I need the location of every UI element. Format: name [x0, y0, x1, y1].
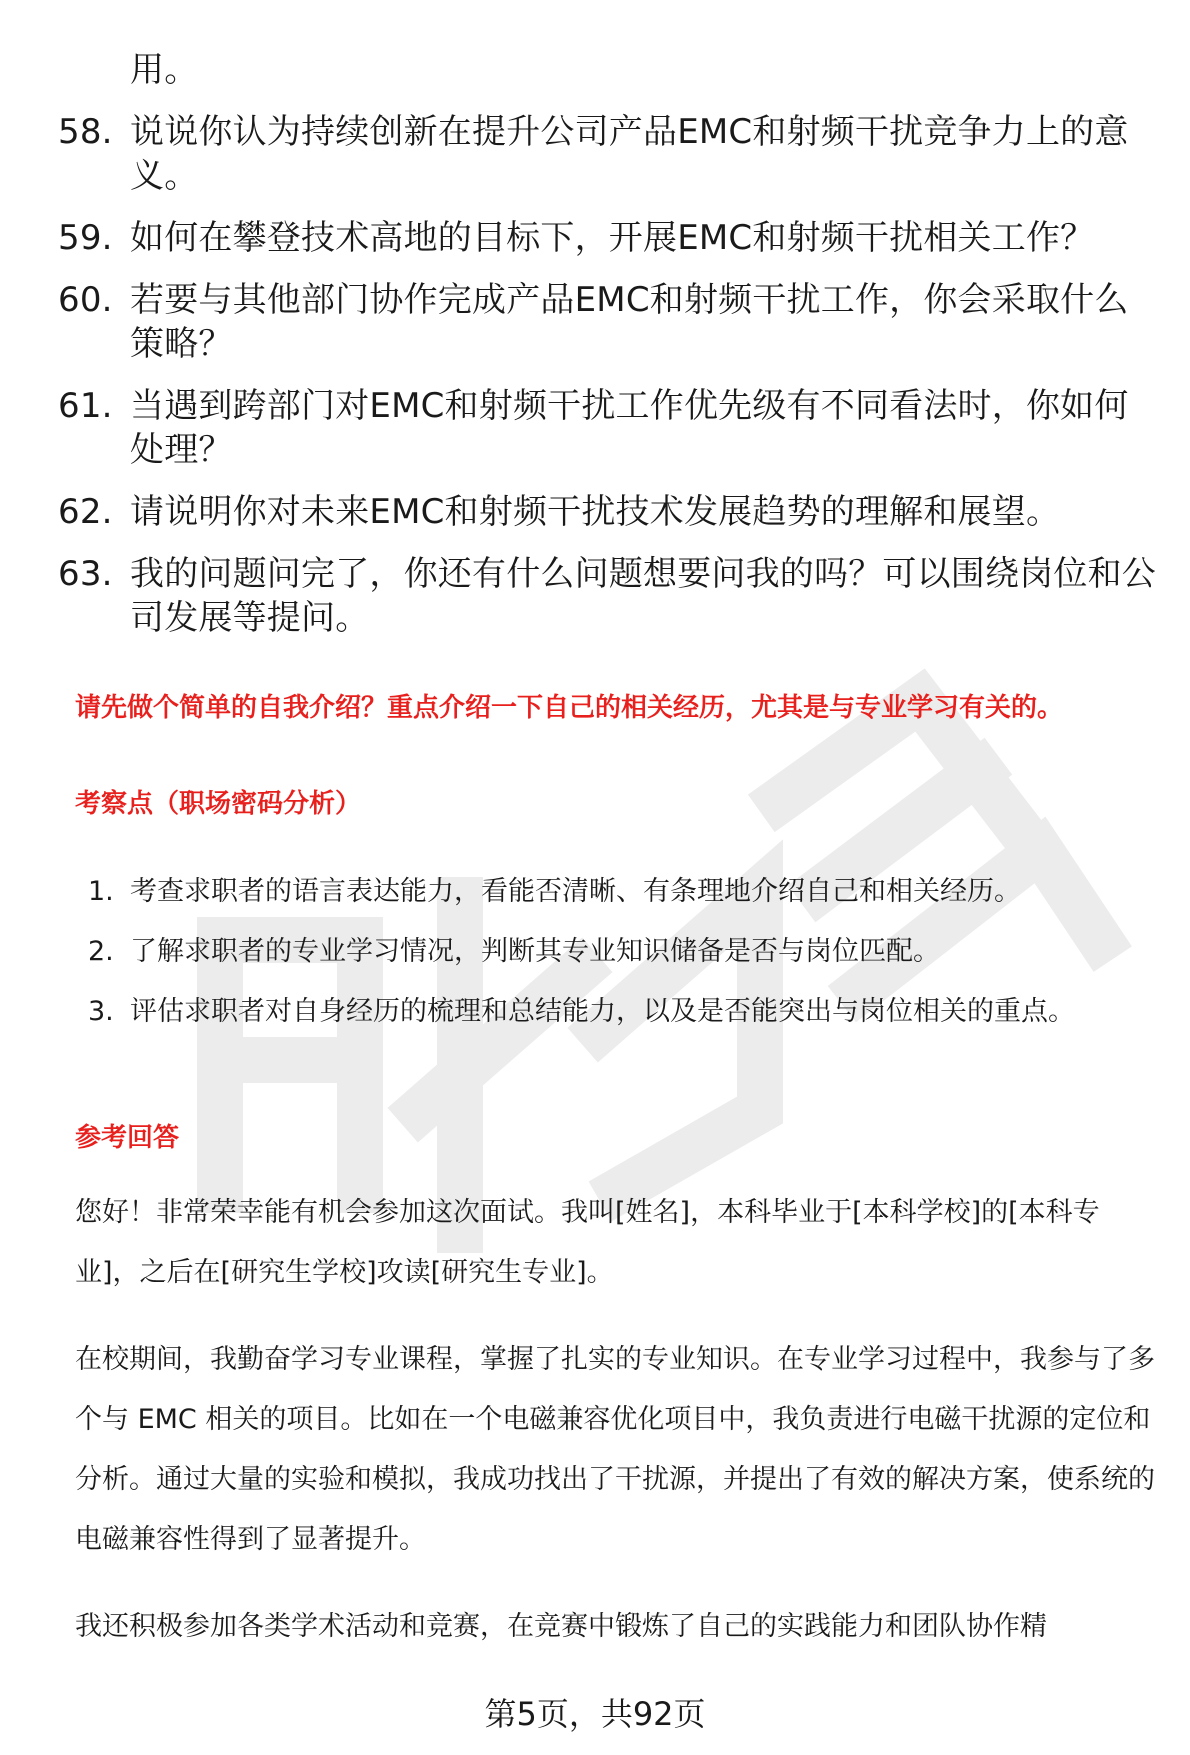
question-number: 61. [58, 386, 113, 426]
question-number: 60. [58, 280, 113, 320]
analysis-text: 考查求职者的语言表达能力，看能否清晰、有条理地介绍自己和相关经历。 [130, 876, 1021, 907]
question-number: 58. [58, 112, 113, 152]
list-item [58, 216, 1158, 260]
question-text: 说说你认为持续创新在提升公司产品EMC和射频干扰竞争力上的意义。 [130, 112, 1129, 196]
analysis-number: 2. [88, 936, 114, 967]
question-number: 59. [58, 218, 113, 258]
answer-heading: 参考回答 [75, 1123, 180, 1153]
analysis-text: 了解求职者的专业学习情况，判断其专业知识储备是否与岗位匹配。 [130, 936, 940, 967]
list-item [88, 862, 1148, 922]
list-item [58, 278, 1158, 366]
question-number [58, 48, 130, 92]
question-list [58, 48, 1158, 658]
list-item [58, 552, 1158, 640]
list-item [58, 490, 1158, 534]
page-number: 第5页，共92页 [484, 1695, 706, 1733]
analysis-heading: 考察点（职场密码分析） [75, 789, 362, 819]
question-text: 若要与其他部门协作完成产品EMC和射频干扰工作，你会采取什么策略？ [130, 280, 1129, 364]
list-item [58, 48, 1158, 92]
analysis-list [88, 862, 1148, 1042]
question-text: 用。 [130, 50, 199, 90]
list-item [58, 110, 1158, 198]
question-number: 62. [58, 492, 113, 532]
list-item [58, 384, 1158, 472]
question-text: 如何在攀登技术高地的目标下，开展EMC和射频干扰相关工作？ [130, 218, 1095, 258]
question-text: 当遇到跨部门对EMC和射频干扰工作优先级有不同看法时，你如何处理？ [130, 386, 1129, 470]
list-item [88, 922, 1148, 982]
analysis-number: 1. [88, 876, 114, 907]
answer-paragraph: 在校期间，我勤奋学习专业课程，掌握了扎实的专业知识。在专业学习过程中，我参与了多个与 EMC 相关的项目。比如在一个电磁兼容优化项目中，我负责进行电磁干扰源的定位和分析。通过大量的实验和模拟，我成功找出了干扰源，并提出了有效的解决方案，使系统的电磁兼容性得到了显著提升。 [75, 1344, 1155, 1555]
answer-paragraph: 您好！非常荣幸能有机会参加这次面试。我叫[姓名]，本科毕业于[本科学校]的[本科专业]，之后在[研究生学校]攻读[研究生专业]。 [75, 1197, 1100, 1288]
question-number: 63. [58, 554, 113, 594]
answer-paragraph: 我还积极参加各类学术活动和竞赛，在竞赛中锻炼了自己的实践能力和团队协作精 [75, 1611, 1047, 1642]
analysis-number: 3. [88, 996, 114, 1027]
list-item [88, 982, 1148, 1042]
question-text: 我的问题问完了，你还有什么问题想要问我的吗？可以围绕岗位和公司发展等提问。 [130, 554, 1156, 638]
question-heading: 请先做个简单的自我介绍？重点介绍一下自己的相关经历，尤其是与专业学习有关的。 [75, 693, 1064, 723]
analysis-text: 评估求职者对自身经历的梳理和总结能力，以及是否能突出与岗位相关的重点。 [130, 996, 1075, 1027]
question-text: 请说明你对未来EMC和射频干扰技术发展趋势的理解和展望。 [130, 492, 1061, 532]
